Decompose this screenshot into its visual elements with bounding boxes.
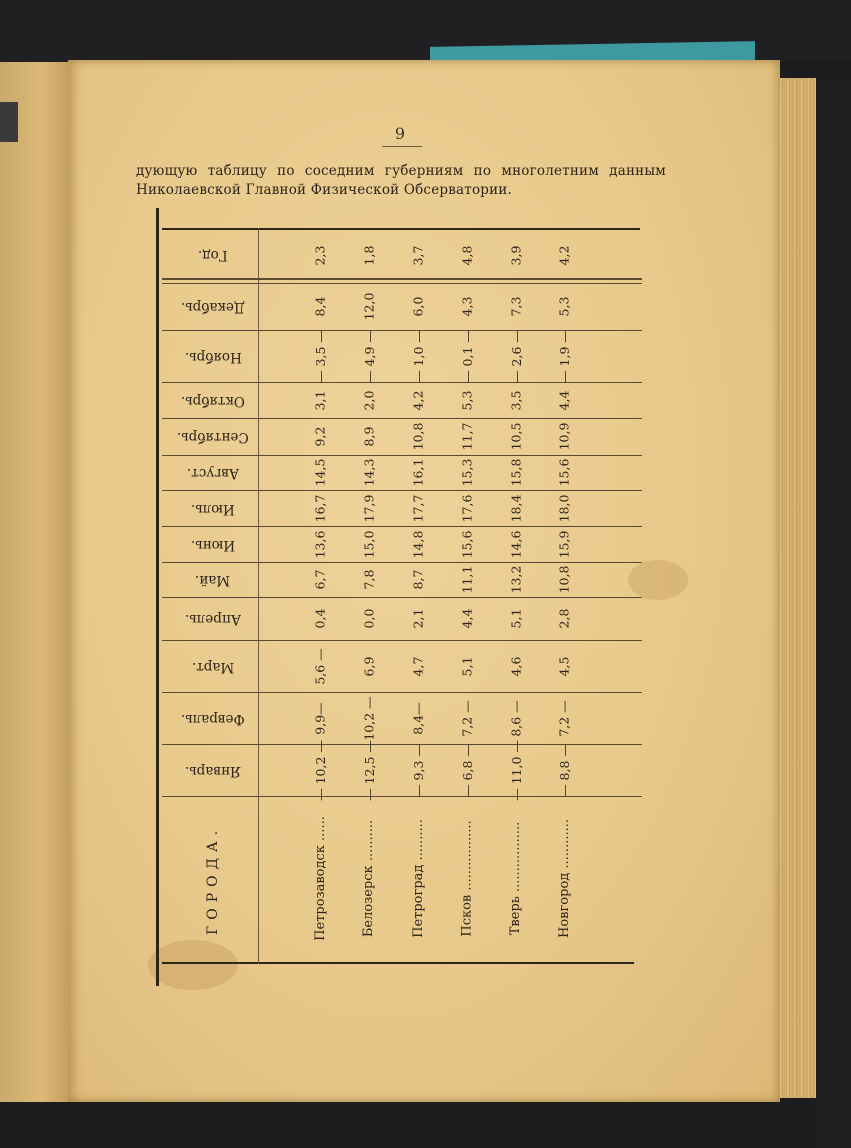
table-cell: 8,4: [312, 296, 328, 316]
header-city: ГОРОДА.: [205, 824, 221, 935]
table-cell: — 1,9 —: [556, 329, 572, 383]
table-cell: 10,8: [556, 565, 572, 593]
table-cell: 4,2: [410, 390, 426, 410]
table-cell: 15,8: [508, 458, 524, 486]
table-cell: 6,7: [312, 569, 328, 589]
table-cell: 4,5: [556, 656, 572, 676]
left-page-edge: [0, 62, 72, 1102]
city-name: Псков .................: [459, 820, 475, 937]
header-column-rule: [258, 228, 259, 964]
table-cell: — 2,6 —: [508, 329, 524, 383]
intro-line-2: Николаевской Главной Физической Обсерватории.: [136, 182, 512, 198]
table-cell: 14,8: [410, 530, 426, 558]
table-cell: 4,6: [508, 656, 524, 676]
header-month-aug: Август.: [186, 465, 240, 481]
table-cell: 2,0: [361, 390, 377, 410]
table-cell: — 4,9 —: [361, 329, 377, 383]
table-cell: — 11,0 —: [508, 739, 524, 801]
city-name: Петрозаводск ......: [312, 816, 328, 941]
table-cell: 6,9: [361, 656, 377, 676]
row-rule-year: [162, 278, 642, 280]
table-cell: 7,8: [361, 569, 377, 589]
table-cell: 3,9: [508, 245, 524, 265]
table-cell: 12,0: [361, 292, 377, 320]
table-cell: 14,5: [312, 458, 328, 486]
table-cell: 4,4: [459, 608, 475, 628]
table-cell: 3,7: [410, 245, 426, 265]
city-name: Петроград ..........: [410, 819, 426, 938]
city-name: Тверь .................: [508, 821, 524, 936]
header-month-nov: Ноябрь.: [184, 348, 242, 365]
header-month-jan: Январь.: [185, 762, 241, 779]
table-cell: 5,3: [459, 390, 475, 410]
table-cell: 4,2: [556, 245, 572, 265]
table-cell: 18,4: [508, 494, 524, 522]
table-cell: 8,9: [361, 426, 377, 446]
header-month-mar: Март.: [191, 658, 235, 675]
table-outer-left-rule: [156, 208, 159, 986]
table-cell: — 8,8 —: [556, 743, 572, 797]
table-cell: 14,6: [508, 530, 524, 558]
table-cell: 17,9: [361, 494, 377, 522]
table-cell: 5,1: [459, 656, 475, 676]
table-cell: 10,9: [556, 422, 572, 450]
header-month-feb: Февраль.: [181, 710, 245, 727]
table-cell: 15,3: [459, 458, 475, 486]
table-cell: 11,7: [459, 422, 475, 450]
header-month-jul: Июль.: [191, 500, 235, 517]
header-month-oct: Октябрь.: [181, 392, 245, 409]
header-month-jun: Июнь.: [190, 536, 236, 553]
table-cell: — 1,0 —: [410, 329, 426, 383]
table-cell: 2,1: [410, 608, 426, 628]
table-cell: 10,2 —: [361, 695, 377, 741]
table-cell: 9,9—: [312, 701, 328, 735]
table-cell: — 6,8 —: [459, 743, 475, 797]
table-cell: 2,3: [312, 245, 328, 265]
table-cell: 0,4: [312, 608, 328, 628]
table-cell: 5,3: [556, 296, 572, 316]
table-cell: 14,3: [361, 458, 377, 486]
table-cell: — 0,1 —: [459, 329, 475, 383]
table-cell: — 9,3 —: [410, 743, 426, 797]
table-cell: 16,1: [410, 458, 426, 486]
table-cell: 10,5: [508, 422, 524, 450]
table-cell: 4,3: [459, 296, 475, 316]
table-cell: 5,6 —: [312, 647, 328, 685]
table-cell: 17,7: [410, 494, 426, 522]
header-month-may: Май.: [195, 572, 231, 588]
table-cell: 0,0: [361, 608, 377, 628]
table-cell: 3,1: [312, 390, 328, 410]
table-cell: 8,7: [410, 569, 426, 589]
table-cell: 13,6: [312, 530, 328, 558]
table-cell: 4,7: [410, 656, 426, 676]
table-cell: 6,0: [410, 296, 426, 316]
table-cell: 1,8: [361, 245, 377, 265]
table-cell: 15,6: [556, 458, 572, 486]
table-cell: — 10,2 —: [312, 739, 328, 801]
city-name: Белозерск ..........: [361, 819, 377, 938]
header-month-apr: Апрель.: [184, 611, 242, 627]
table-cell: 11,1: [459, 565, 475, 593]
table-cell: 15,9: [556, 530, 572, 558]
table-cell: — 12,5 —: [361, 739, 377, 801]
table-cell: 2,8: [556, 608, 572, 628]
table-cell: 16,7: [312, 494, 328, 522]
table-cell: 7,2 —: [459, 699, 475, 737]
table-cell: 4,4: [556, 390, 572, 410]
header-year: Год.: [198, 247, 228, 263]
intro-text: [136, 162, 666, 200]
city-name: Новгород ............: [556, 819, 572, 938]
header-month-dec: Декабрь.: [181, 299, 245, 315]
table-cell: 17,6: [459, 494, 475, 522]
table-cell: 18,0: [556, 494, 572, 522]
table-cell: 5,1: [508, 608, 524, 628]
table-cell: 15,0: [361, 530, 377, 558]
table-cell: 8,6 —: [508, 699, 524, 737]
table-bottom-rule: [162, 962, 634, 964]
paper-stain: [628, 560, 688, 600]
spine-binding: [0, 102, 18, 142]
table-cell: 4,8: [459, 245, 475, 265]
table-cell: 15,6: [459, 530, 475, 558]
page-number: 9: [394, 124, 406, 143]
table-cell: 10,8: [410, 422, 426, 450]
table-cell: 3,5: [508, 390, 524, 410]
table-cell: 13,2: [508, 565, 524, 593]
table-cell: 7,3: [508, 296, 524, 316]
table-top-rule: [162, 228, 640, 230]
intro-line-1: дующую таблицу по соседним губерниям по многолетним данным: [136, 163, 666, 179]
page-number-rule: [382, 146, 422, 147]
header-month-sep: Сентябрь.: [177, 429, 249, 445]
table-cell: — 3,5 —: [312, 329, 328, 383]
background-right: [810, 80, 851, 1148]
table-cell: 7,2 —: [556, 699, 572, 737]
page-stack-edges: [775, 78, 816, 1098]
table-cell: 9,2: [312, 426, 328, 446]
table-cell: 8,4—: [410, 701, 426, 735]
